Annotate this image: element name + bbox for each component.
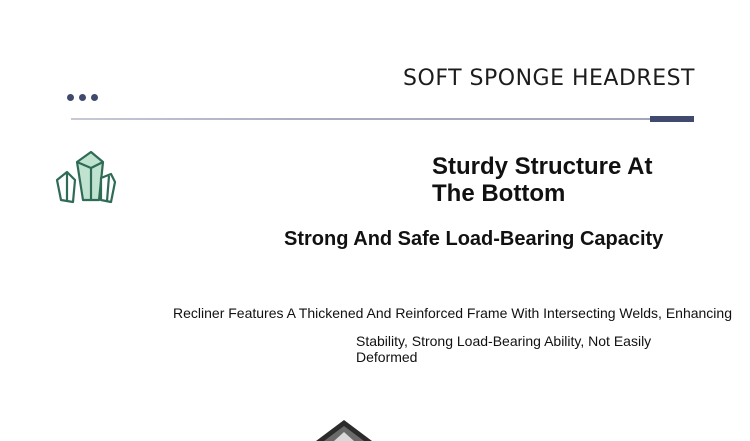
feature-subheading: Strong And Safe Load-Bearing Capacity — [284, 228, 664, 250]
feature-description-line-1: Recliner Features A Thickened And Reinforced Frame With Intersecting Welds, Enhancing — [173, 305, 732, 321]
crystal-icon — [53, 150, 117, 206]
section-title: SOFT SPONGE HEADREST — [403, 66, 695, 91]
feature-heading: Sturdy Structure At The Bottom — [432, 153, 653, 207]
divider-line — [71, 118, 651, 120]
divider-accent — [650, 116, 694, 122]
recliner-product-image — [306, 418, 382, 441]
menu-dots-icon — [67, 94, 98, 101]
feature-description-line-2: Stability, Strong Load-Bearing Ability, Not Easily Deformed — [356, 333, 652, 365]
